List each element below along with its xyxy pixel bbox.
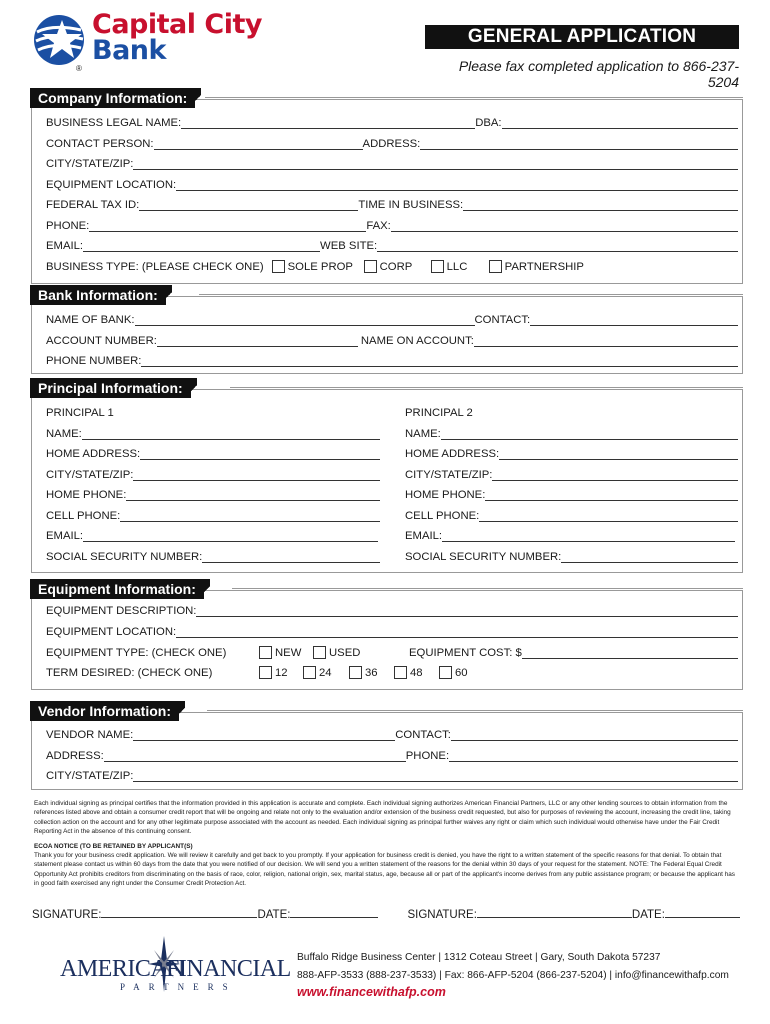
fax-label: FAX:: [366, 220, 391, 232]
p2-title-row: [405, 404, 742, 422]
fax-instruction: Please fax completed application to 866-237-5204: [458, 58, 739, 90]
row-account: [46, 332, 742, 350]
term-12-checkbox[interactable]: [259, 666, 272, 679]
p1-home-address-label: HOME ADDRESS:: [46, 448, 141, 460]
registered-mark: ®: [76, 64, 82, 73]
signature-row: [32, 903, 740, 921]
p1-cell-row: [46, 507, 380, 525]
web-site-field[interactable]: [377, 238, 738, 252]
row-bank-name: [46, 311, 742, 329]
bank-heading: Bank Information:: [30, 285, 166, 305]
equipment-location-field-2[interactable]: [176, 624, 738, 638]
sole-prop-label: SOLE PROP: [287, 261, 353, 273]
p2-cell-row: [405, 507, 742, 525]
p2-ssn-field[interactable]: [561, 549, 738, 563]
option-sole-prop[interactable]: [272, 258, 364, 276]
bank-phone-label: PHONE NUMBER:: [46, 355, 142, 367]
p1-title-row: [46, 404, 372, 422]
bank-contact-field[interactable]: [530, 312, 738, 326]
equipment-cost-label: EQUIPMENT COST: $: [409, 647, 522, 659]
row-contact-person: [46, 135, 742, 153]
equipment-type-label: EQUIPMENT TYPE: (CHECK ONE): [46, 647, 227, 659]
p1-ssn-row: [46, 548, 380, 566]
ecoa-notice-title: ECOA NOTICE (TO BE RETAINED BY APPLICANT(S): [34, 843, 193, 850]
used-checkbox[interactable]: [313, 646, 326, 659]
term-24-checkbox[interactable]: [303, 666, 316, 679]
p1-city-state-zip-label: CITY/STATE/ZIP:: [46, 469, 134, 481]
dba-label: DBA:: [475, 117, 502, 129]
row-tax-id: [46, 196, 742, 214]
row-vendor-name: [46, 726, 742, 744]
vendor-phone-label: PHONE:: [405, 750, 450, 762]
equipment-location-label-2: EQUIPMENT LOCATION:: [46, 626, 177, 638]
vendor-name-label: VENDOR NAME:: [46, 729, 134, 741]
term-48-checkbox[interactable]: [394, 666, 407, 679]
row-term: [46, 664, 742, 682]
bank-name-label: NAME OF BANK:: [46, 314, 135, 326]
footer-contact-info: [297, 949, 747, 985]
p1-address-row: [46, 445, 380, 463]
bank-section: [31, 287, 743, 374]
option-corp[interactable]: [364, 258, 431, 276]
p1-ssn-field[interactable]: [202, 549, 380, 563]
term-36-label: 36: [365, 667, 378, 679]
page-title: GENERAL APPLICATION: [425, 25, 739, 49]
p1-email-label: EMAIL:: [46, 530, 84, 542]
website-link[interactable]: www.financewithafp.com: [297, 985, 446, 999]
contact-person-label: CONTACT PERSON:: [46, 138, 154, 150]
fax-field[interactable]: [391, 218, 738, 232]
legal-name-field[interactable]: [181, 115, 475, 129]
equipment-cost-field[interactable]: [522, 645, 738, 659]
signature-1-field[interactable]: [101, 904, 257, 918]
row-equipment-description: [46, 602, 742, 620]
vendor-heading: Vendor Information:: [30, 701, 179, 721]
bank-contact-label: CONTACT:: [474, 314, 531, 326]
term-36-checkbox[interactable]: [349, 666, 362, 679]
equipment-location-field[interactable]: [176, 177, 738, 191]
sole-prop-checkbox[interactable]: [272, 260, 285, 273]
term-60-label: 60: [455, 667, 468, 679]
date-2-field[interactable]: [665, 904, 740, 918]
p1-home-phone-field[interactable]: [126, 487, 380, 501]
term-48-label: 48: [410, 667, 423, 679]
date-1-field[interactable]: [290, 904, 378, 918]
term-label: TERM DESIRED: (CHECK ONE): [46, 667, 213, 679]
vendor-phone-field[interactable]: [449, 748, 738, 762]
vendor-address-field[interactable]: [104, 748, 406, 762]
p1-city-state-zip-field[interactable]: [133, 467, 380, 481]
p2-city-state-zip-field[interactable]: [492, 467, 738, 481]
legal-name-label: BUSINESS LEGAL NAME:: [46, 117, 182, 129]
p2-home-address-label: HOME ADDRESS:: [405, 448, 500, 460]
account-number-field[interactable]: [157, 333, 358, 347]
row-bank-phone: [46, 352, 742, 370]
p1-cell-phone-field[interactable]: [120, 508, 380, 522]
city-state-zip-label: CITY/STATE/ZIP:: [46, 158, 134, 170]
new-checkbox[interactable]: [259, 646, 272, 659]
option-partnership[interactable]: [489, 258, 584, 276]
footer-phone-email: 888-AFP-3533 (888-237-3533) | Fax: 866-AFP-5204 (866-237-5204) | info@financewithafp.com: [297, 970, 729, 981]
email-field[interactable]: [83, 238, 320, 252]
p1-email-row: [46, 527, 378, 545]
corp-checkbox[interactable]: [364, 260, 377, 273]
principal-1-title: PRINCIPAL 1: [46, 407, 114, 419]
term-60-checkbox[interactable]: [439, 666, 452, 679]
p2-name-field[interactable]: [441, 426, 738, 440]
capital-city-bank-logo-icon: [33, 14, 85, 66]
vendor-city-state-zip-label: CITY/STATE/ZIP:: [46, 770, 134, 782]
p1-name-row: [46, 425, 380, 443]
dba-field[interactable]: [502, 115, 738, 129]
vendor-city-state-zip-field[interactable]: [133, 768, 738, 782]
p2-city-state-zip-label: CITY/STATE/ZIP:: [405, 469, 493, 481]
vendor-address-label: ADDRESS:: [46, 750, 104, 762]
equipment-description-label: EQUIPMENT DESCRIPTION:: [46, 605, 197, 617]
date-2-label: DATE:: [631, 909, 665, 921]
logo-word-partners: PARTNERS: [120, 982, 237, 992]
address-field[interactable]: [420, 136, 738, 150]
row-vendor-city: [46, 767, 742, 785]
term-12-label: 12: [275, 667, 288, 679]
vendor-contact-field[interactable]: [451, 727, 738, 741]
p2-cell-phone-label: CELL PHONE:: [405, 510, 480, 522]
option-used[interactable]: [313, 644, 409, 662]
option-term-24[interactable]: [303, 664, 349, 682]
term-24-label: 24: [319, 667, 332, 679]
new-label: NEW: [275, 647, 302, 659]
p1-home-phone-label: HOME PHONE:: [46, 489, 127, 501]
equipment-section: [31, 581, 743, 690]
p2-email-row: [405, 527, 742, 545]
p2-city-row: [405, 466, 742, 484]
p1-cell-phone-label: CELL PHONE:: [46, 510, 121, 522]
signature-2-label: SIGNATURE:: [407, 909, 477, 921]
principal-2-title: PRINCIPAL 2: [405, 407, 473, 419]
equipment-location-label: EQUIPMENT LOCATION:: [46, 179, 177, 191]
p1-name-field[interactable]: [82, 426, 380, 440]
phone-field[interactable]: [89, 218, 366, 232]
vendor-section: [31, 703, 743, 790]
option-new[interactable]: [259, 644, 313, 662]
option-term-60[interactable]: [439, 664, 468, 682]
logo-line-1: Capital City: [92, 9, 262, 40]
contact-person-field[interactable]: [154, 136, 363, 150]
corp-label: CORP: [379, 261, 413, 273]
web-site-label: WEB SITE:: [320, 240, 378, 252]
used-label: USED: [329, 647, 361, 659]
p2-email-label: EMAIL:: [405, 530, 443, 542]
account-number-label: ACCOUNT NUMBER:: [46, 335, 157, 347]
row-equipment-location: [46, 176, 742, 194]
logo-word-financial: FINANCIAL: [166, 956, 291, 982]
partnership-label: PARTNERSHIP: [504, 261, 584, 273]
name-on-account-label: NAME ON ACCOUNT:: [360, 335, 474, 347]
business-type-label: BUSINESS TYPE: (PLEASE CHECK ONE): [46, 261, 264, 273]
option-term-12[interactable]: [259, 664, 303, 682]
row-phone-fax: [46, 217, 742, 235]
ecoa-notice-text: Thank you for your business credit application. We will review it carefully and get back to you promptly. If your application for business credit is denied, you have the right to a written statement of the specific reasons for that denial. To obtain that statement please contact us within 60 days from the date that you were notified of our decision. We will send you a written statement of the reasons for the denial within 30 days of your request for the statement. NOTE: The Federal Equal Credit Opportunity Act prohibits creditors from discriminating on the basis of race, color, religion, national origin, sex, marital status, age, because all or part of the applicant's income derives from any public assistance program; or because the applicant has in good faith exercised any right under the Consumer Credit Protection Act.: [34, 852, 735, 887]
footer-address: Buffalo Ridge Business Center | 1312 Coteau Street | Gary, South Dakota 57237: [297, 952, 661, 963]
principal-section: [31, 380, 743, 573]
p2-home-phone-label: HOME PHONE:: [405, 489, 486, 501]
vendor-contact-label: CONTACT:: [395, 729, 451, 741]
authorization-paragraph: Each individual signing as principal certifies that the information provided in this application is accurate and complete. Each individual signing authorizes American Financial Partners, LLC or any other lending sources to obtain information from the references listed above and obtain a consumer credit report that will be ongoing and relate not only to the evaluation and/or extension of the business credit requested, but also for purposes of reviewing the account, increasing the credit line, taking collection action on the account and for any other legitimate purpose associated with the account as needed. Each individual signing as principal further waives any right or claim which such individual would otherwise have under the Fair Credit Reporting Act in the absence of this continuing consent.: [34, 800, 731, 835]
row-equipment-type: [46, 644, 742, 662]
option-term-36[interactable]: [349, 664, 394, 682]
signature-2-field[interactable]: [477, 904, 632, 918]
row-business-type: [46, 258, 742, 276]
time-in-business-label: TIME IN BUSINESS:: [358, 199, 464, 211]
email-label: EMAIL:: [46, 240, 84, 252]
p2-name-label: NAME:: [405, 428, 441, 440]
bank-logo-wordmark: [92, 9, 262, 66]
llc-label: LLC: [446, 261, 468, 273]
row-city-state-zip: [46, 155, 742, 173]
american-financial-partners-logo: [60, 936, 291, 996]
logo-word-american: AMERICAN: [60, 956, 185, 982]
federal-tax-id-label: FEDERAL TAX ID:: [46, 199, 140, 211]
p1-email-field[interactable]: [83, 528, 378, 542]
bank-name-field[interactable]: [135, 312, 475, 326]
address-label: ADDRESS:: [362, 138, 421, 150]
option-llc[interactable]: [431, 258, 489, 276]
row-equipment-location: [46, 623, 742, 641]
p2-email-field[interactable]: [442, 528, 735, 542]
row-email-web: [46, 237, 742, 255]
p2-cell-phone-field[interactable]: [479, 508, 738, 522]
p2-name-row: [405, 425, 742, 443]
city-state-zip-field[interactable]: [133, 156, 738, 170]
p2-address-row: [405, 445, 742, 463]
p1-city-row: [46, 466, 380, 484]
company-heading: Company Information:: [30, 88, 195, 108]
llc-checkbox[interactable]: [431, 260, 444, 273]
principal-heading: Principal Information:: [30, 378, 191, 398]
bank-phone-field[interactable]: [141, 353, 738, 367]
company-section: [31, 90, 743, 284]
logo-line-2: Bank: [92, 35, 166, 66]
phone-label: PHONE:: [46, 220, 90, 232]
p2-home-address-field[interactable]: [499, 446, 738, 460]
p1-home-address-field[interactable]: [140, 446, 380, 460]
date-1-label: DATE:: [257, 909, 291, 921]
partnership-checkbox[interactable]: [489, 260, 502, 273]
equipment-heading: Equipment Information:: [30, 579, 204, 599]
p2-ssn-label: SOCIAL SECURITY NUMBER:: [405, 551, 562, 563]
signature-1-label: SIGNATURE:: [32, 909, 102, 921]
p2-ssn-row: [405, 548, 742, 566]
p1-name-label: NAME:: [46, 428, 82, 440]
vendor-name-field[interactable]: [133, 727, 395, 741]
p2-home-phone-field[interactable]: [485, 487, 738, 501]
p2-home-phone-row: [405, 486, 742, 504]
p1-home-phone-row: [46, 486, 380, 504]
option-term-48[interactable]: [394, 664, 439, 682]
equipment-description-field[interactable]: [196, 603, 738, 617]
row-legal-name: [46, 114, 742, 132]
name-on-account-field[interactable]: [474, 333, 738, 347]
federal-tax-id-field[interactable]: [139, 197, 358, 211]
row-vendor-address: [46, 747, 742, 765]
p1-ssn-label: SOCIAL SECURITY NUMBER:: [46, 551, 203, 563]
time-in-business-field[interactable]: [463, 197, 738, 211]
